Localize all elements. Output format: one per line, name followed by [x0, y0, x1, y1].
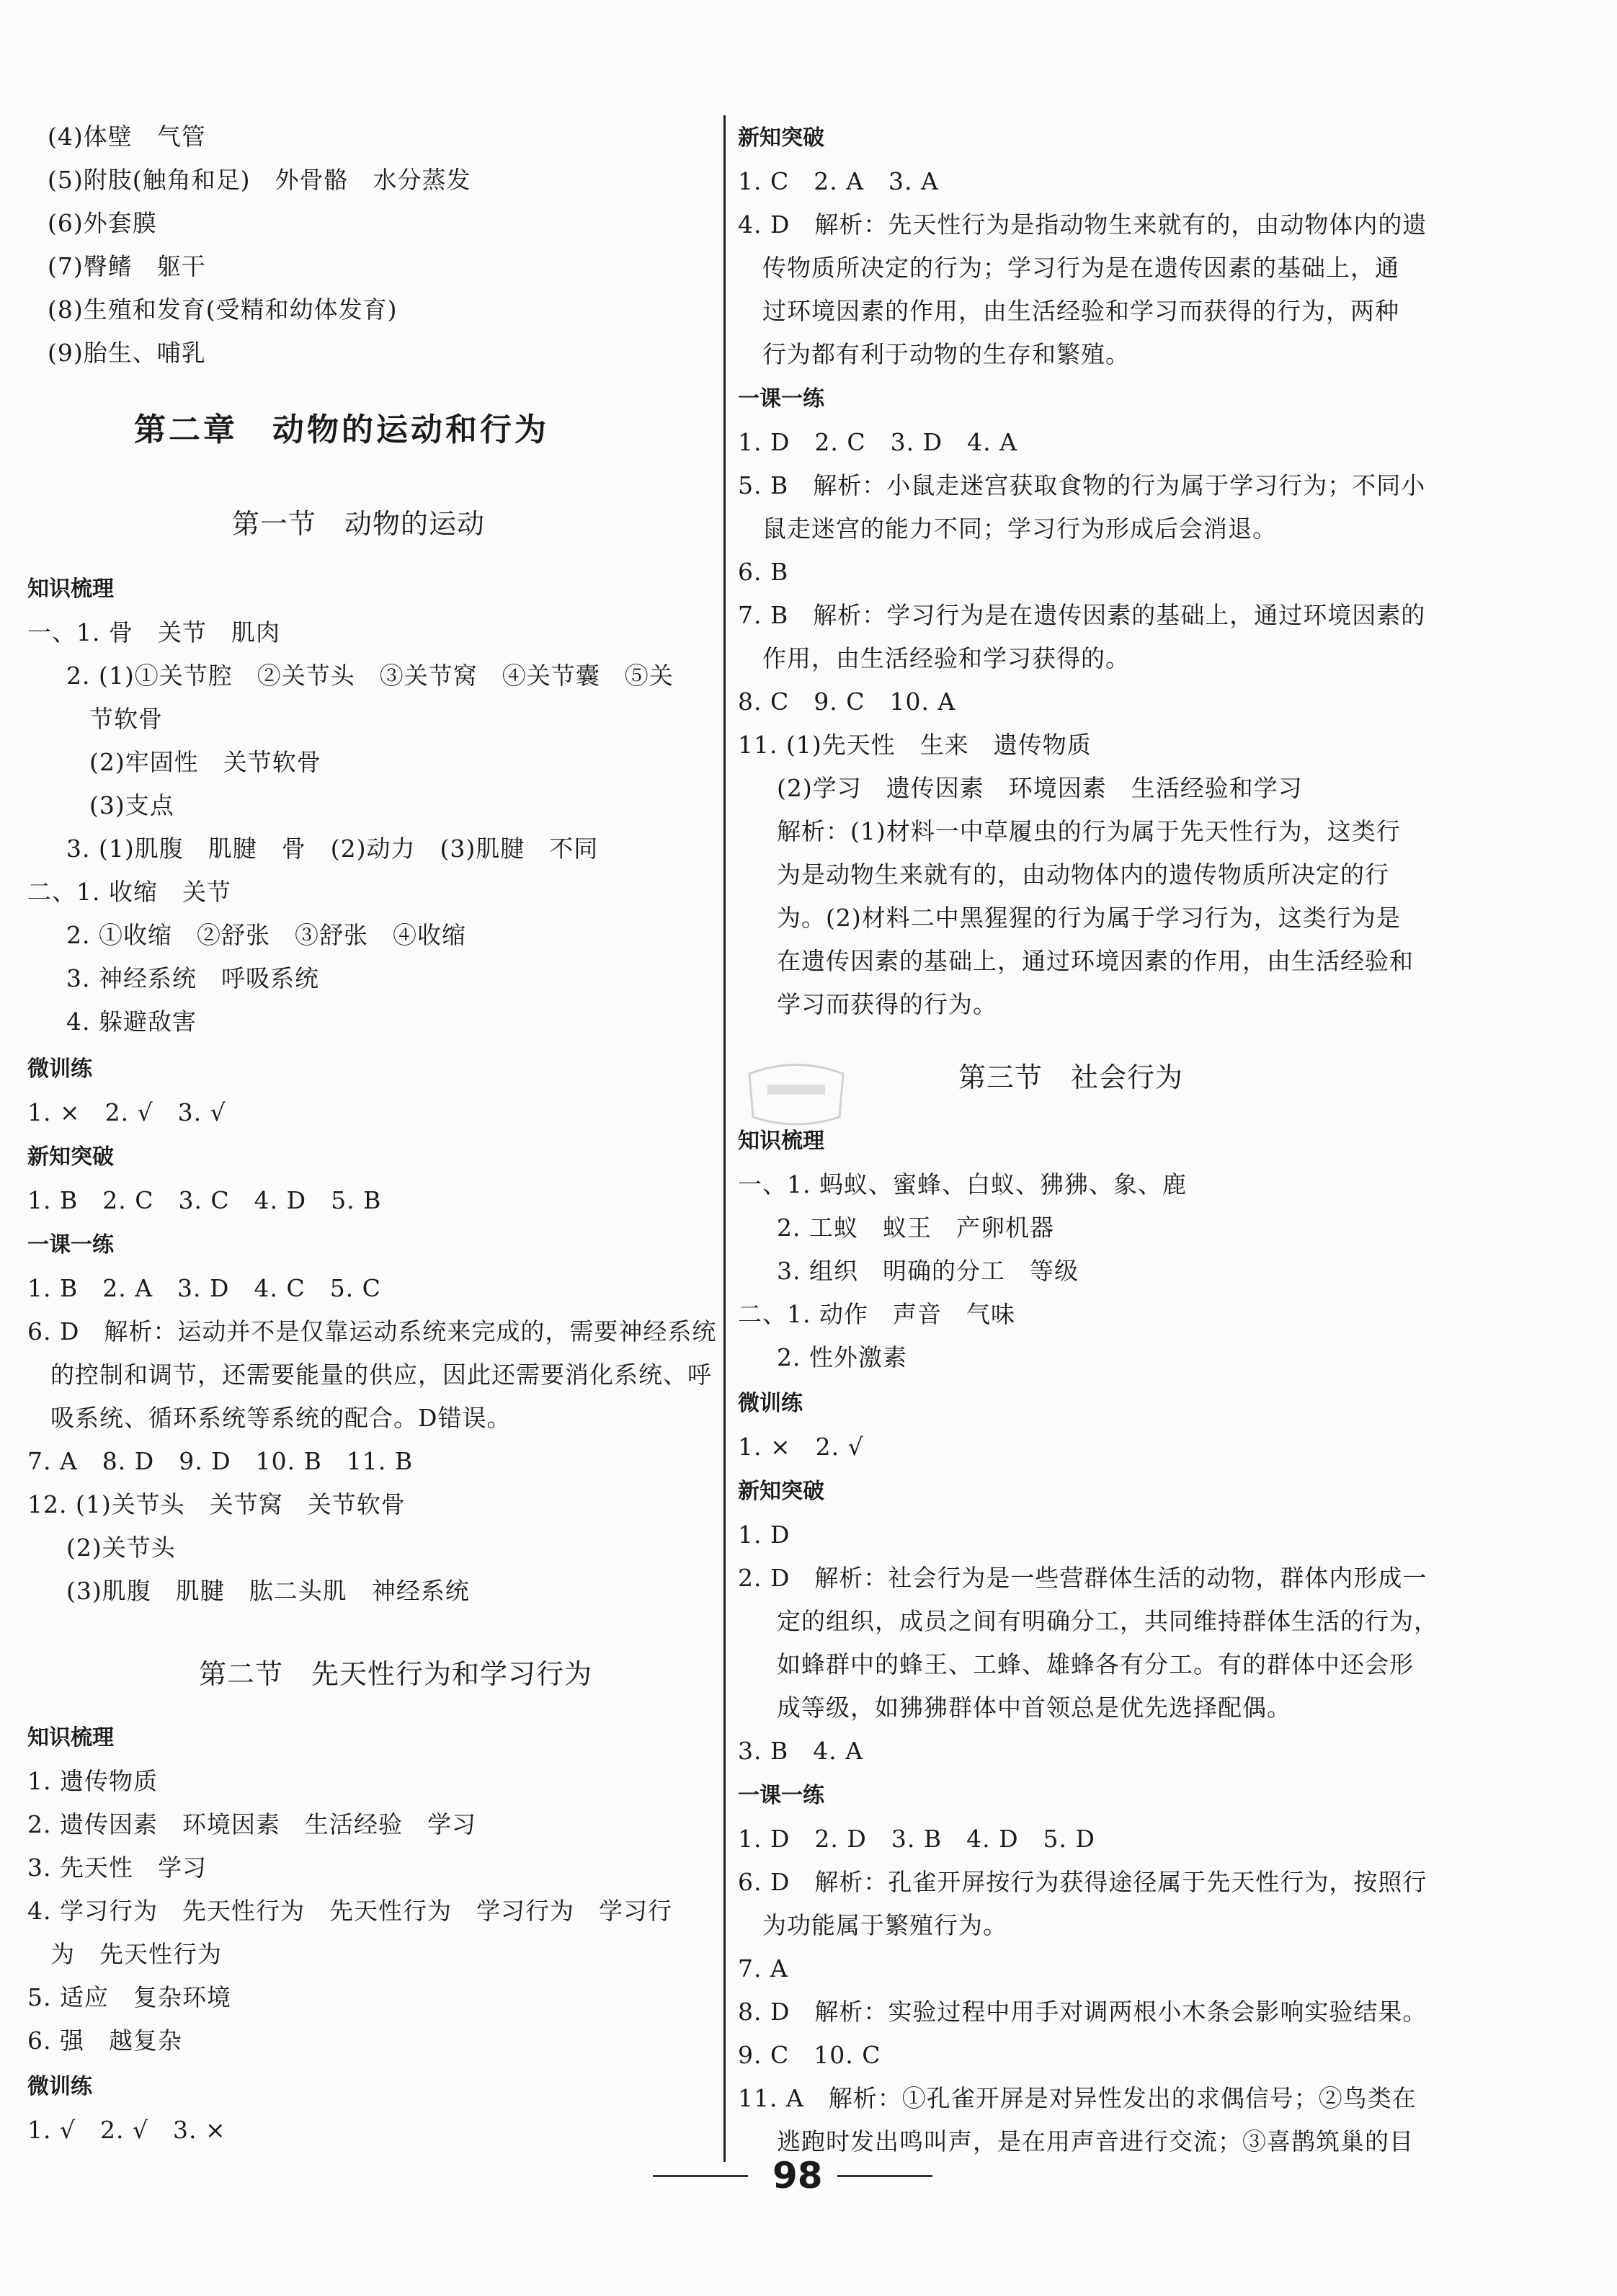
answer-line: 1. D 2. C 3. D 4. A [738, 428, 1017, 456]
answer-line: 6. B [738, 558, 789, 586]
answer-line: 2. 工蚁 蚁王 产卵机器 [777, 1214, 1054, 1242]
answer-line: 为功能属于繁殖行为。 [762, 1911, 1007, 1939]
section-heading: 知识梳理 [27, 1725, 114, 1750]
section-heading: 新知突破 [738, 125, 824, 151]
answer-line: 解析：(1)材料一中草履虫的行为属于先天性行为，这类行 [777, 817, 1401, 845]
answer-line: 3. 先天性 学习 [27, 1854, 207, 1882]
section-heading: 一课一练 [27, 1232, 114, 1258]
section-heading: 知识梳理 [738, 1129, 824, 1154]
answer-line: 学习而获得的行为。 [777, 990, 997, 1018]
answer-line: 定的组织，成员之间有明确分工，共同维持群体生活的行为， [777, 1607, 1438, 1635]
answer-line: 1. 遗传物质 [27, 1767, 158, 1795]
answer-line: 11. A 解析：①孔雀开屏是对异性发出的求偶信号；②鸟类在 [738, 2084, 1417, 2112]
answer-line: 一、1. 蚂蚁、蜜蜂、白蚁、狒狒、象、鹿 [738, 1170, 1187, 1198]
answer-line: 2. 性外激素 [777, 1343, 907, 1371]
answer-line: 1. B 2. A 3. D 4. C 5. C [27, 1274, 381, 1302]
answer-line: 7. A [738, 1954, 788, 1983]
answer-line: (2)学习 遗传因素 环境因素 生活经验和学习 [777, 774, 1303, 802]
chapter-title: 第二章 动物的运动和行为 [134, 411, 549, 448]
answer-line: 4. 学习行为 先天性行为 先天性行为 学习行为 学习行 [27, 1897, 672, 1925]
footer-rule-right [837, 2175, 932, 2177]
answer-line: 2. ①收缩 ②舒张 ③舒张 ④收缩 [66, 921, 466, 949]
answer-line: 二、1. 动作 声音 气味 [738, 1300, 1015, 1328]
answer-line: (5)附肢(触角和足) 外骨骼 水分蒸发 [48, 166, 471, 194]
answer-line: 3. (1)肌腹 肌腱 骨 (2)动力 (3)肌腱 不同 [66, 835, 599, 863]
answer-line: (9)胎生、哺乳 [48, 339, 206, 367]
answer-line: 3. 组织 明确的分工 等级 [777, 1257, 1079, 1285]
answer-line: 1. × 2. √ [738, 1433, 864, 1461]
answer-line: 为 先天性行为 [50, 1940, 222, 1968]
answer-line: 7. B 解析：学习行为是在遗传因素的基础上，通过环境因素的 [738, 601, 1426, 629]
answer-line: 行为都有利于动物的生存和繁殖。 [762, 340, 1130, 368]
section-heading: 微训练 [27, 1056, 92, 1082]
answer-line: 为。(2)材料二中黑猩猩的行为属于学习行为，这类行为是 [777, 904, 1401, 932]
answer-line: 传物质所决定的行为；学习行为是在遗传因素的基础上，通 [762, 254, 1399, 282]
page-number: 98 [772, 2155, 823, 2197]
answer-line: 1. √ 2. √ 3. × [27, 2116, 226, 2144]
column-divider [723, 115, 726, 2162]
answer-line: 过环境因素的作用，由生活经验和学习而获得的行为，两种 [762, 297, 1399, 325]
answer-line: 节软骨 [89, 705, 163, 733]
answer-line: (8)生殖和发育(受精和幼体发育) [48, 295, 398, 324]
section-heading: 一课一练 [738, 1783, 824, 1808]
section-heading: 一课一练 [738, 386, 824, 411]
answer-line: (6)外套膜 [48, 209, 157, 237]
answer-line: 1. × 2. √ 3. √ [27, 1098, 226, 1126]
answer-line: 6. D 解析：运动并不是仅靠运动系统来完成的，需要神经系统 [27, 1317, 717, 1345]
answer-line: (2)牢固性 关节软骨 [89, 748, 321, 776]
answer-line: 7. A 8. D 9. D 10. B 11. B [27, 1447, 414, 1475]
answer-line: 2. 遗传因素 环境因素 生活经验 学习 [27, 1810, 476, 1838]
answer-line: 6. 强 越复杂 [27, 2026, 182, 2055]
answer-line: 1. B 2. C 3. C 4. D 5. B [27, 1186, 382, 1214]
answer-line: 12. (1)关节头 关节窝 关节软骨 [27, 1490, 406, 1518]
answer-line: 鼠走迷宫的能力不同；学习行为形成后会消退。 [762, 515, 1277, 543]
answer-line: 在遗传因素的基础上，通过环境因素的作用，由生活经验和 [777, 947, 1414, 975]
answer-line: 二、1. 收缩 关节 [27, 878, 231, 906]
answer-line: (3)肌腹 肌腱 肱二头肌 神经系统 [66, 1577, 470, 1605]
answer-line: 6. D 解析：孔雀开屏按行为获得途径属于先天性行为，按照行 [738, 1868, 1427, 1896]
answer-line: 4. D 解析：先天性行为是指动物生来就有的，由动物体内的遗 [738, 210, 1427, 239]
answer-line: 一、1. 骨 关节 肌肉 [27, 618, 280, 646]
answer-line: 3. B 4. A [738, 1737, 864, 1765]
footer-rule-left [653, 2175, 748, 2177]
answer-line: 的控制和调节，还需要能量的供应，因此还需要消化系统、呼 [50, 1361, 712, 1389]
watermark-stamp-icon [742, 1052, 850, 1131]
answer-line: 1. D 2. D 3. B 4. D 5. D [738, 1825, 1095, 1853]
answer-line: (2)关节头 [66, 1534, 176, 1562]
answer-line: 4. 躲避敌害 [66, 1007, 197, 1036]
answer-line: (7)臀鳍 躯干 [48, 252, 206, 280]
answer-line: 逃跑时发出鸣叫声，是在用声音进行交流；③喜鹊筑巢的目 [777, 2127, 1414, 2155]
section-heading: 微训练 [738, 1391, 803, 1416]
answer-line: 1. C 2. A 3. A [738, 167, 939, 195]
answer-line: 3. 神经系统 呼吸系统 [66, 964, 319, 992]
lesson-title: 第三节 社会行为 [958, 1062, 1184, 1093]
answer-line: 吸系统、循环系统等系统的配合。D错误。 [50, 1404, 512, 1432]
answer-line: 2. (1)①关节腔 ②关节头 ③关节窝 ④关节囊 ⑤关 [66, 662, 674, 690]
answer-line: 5. 适应 复杂环境 [27, 1983, 231, 2011]
answer-line: 1. D [738, 1521, 790, 1549]
answer-line: 5. B 解析：小鼠走迷宫获取食物的行为属于学习行为；不同小 [738, 471, 1426, 499]
answer-line: 8. C 9. C 10. A [738, 688, 956, 716]
section-heading: 微训练 [27, 2074, 92, 2099]
answer-line: 2. D 解析：社会行为是一些营群体生活的动物，群体内形成一 [738, 1564, 1427, 1592]
lesson-title: 第二节 先天性行为和学习行为 [199, 1658, 593, 1690]
section-heading: 知识梳理 [27, 577, 114, 602]
answer-line: 11. (1)先天性 生来 遗传物质 [738, 731, 1092, 759]
answer-line: (3)支点 [89, 791, 174, 819]
answer-line: 8. D 解析：实验过程中用手对调两根小木条会影响实验结果。 [738, 1998, 1427, 2026]
answer-line: 成等级，如狒狒群体中首领总是优先选择配偶。 [777, 1694, 1291, 1722]
section-heading: 新知突破 [738, 1479, 824, 1504]
answer-line: 作用，由生活经验和学习获得的。 [762, 644, 1130, 672]
answer-line: 如蜂群中的蜂王、工蜂、雄蜂各有分工。有的群体中还会形 [777, 1650, 1414, 1678]
answer-line: 为是动物生来就有的，由动物体内的遗传物质所决定的行 [777, 860, 1389, 889]
section-heading: 新知突破 [27, 1144, 114, 1170]
answer-line: 9. C 10. C [738, 2041, 881, 2069]
lesson-title: 第一节 动物的运动 [232, 508, 486, 540]
answer-line: (4)体壁 气管 [48, 123, 206, 151]
